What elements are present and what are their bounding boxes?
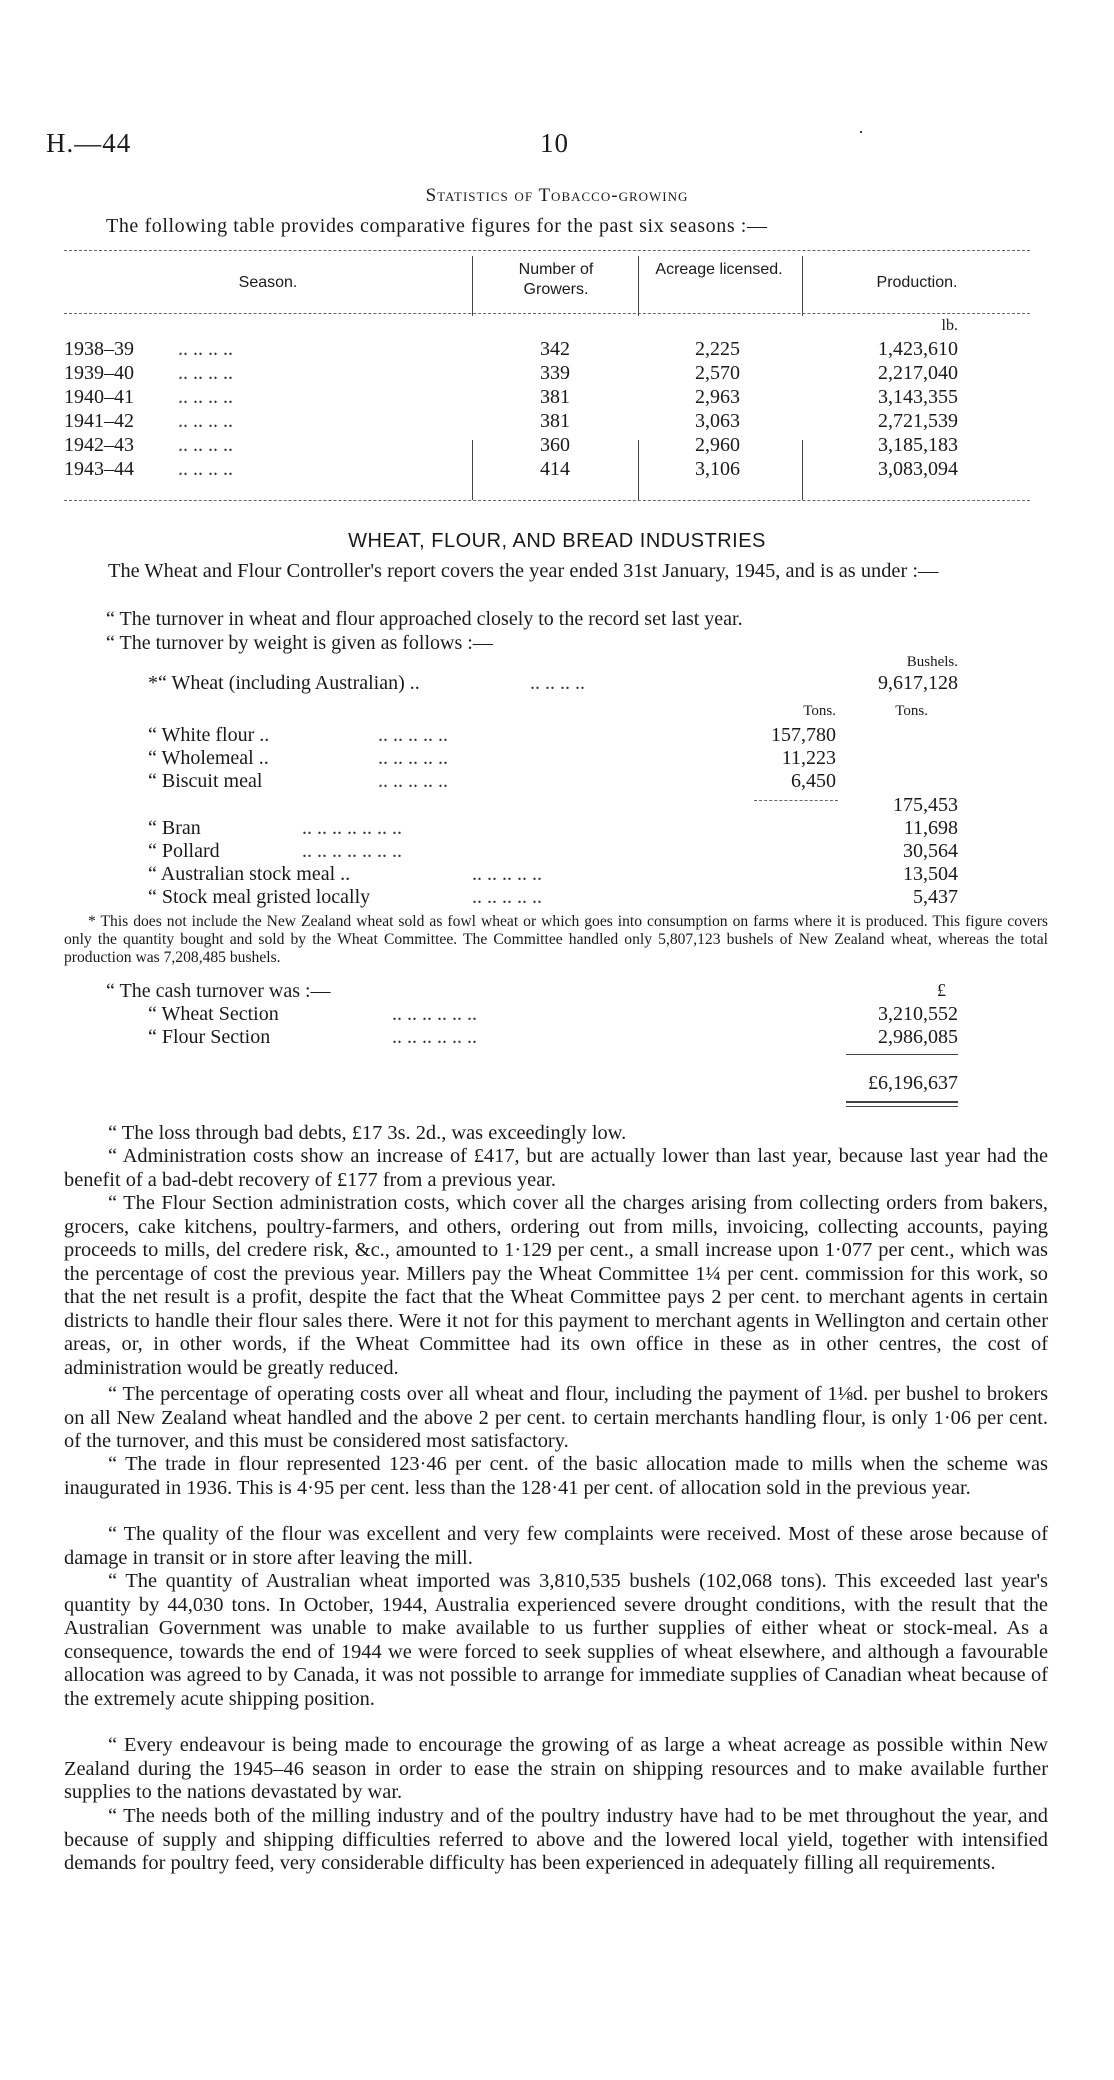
wheat-intro: The Wheat and Flour Controller's report covers the year ended 31st January, 1945, and is as under :—	[108, 560, 939, 582]
production-cell: 2,217,040	[878, 362, 958, 384]
pound-sign: £	[937, 980, 946, 1000]
wheat-quote-1: “ The turnover in wheat and flour approached closely to the record set last year.	[106, 608, 743, 630]
paragraph: “ The percentage of operating costs over all wheat and flour, including the payment of 1⅛d. per bushel to brokers on all New Zealand wheat handled and the above 2 per cent. to certain merchants handling flour, is only 1·06 per cent. of the turnover, and this must be considered most satisfactory.	[64, 1383, 1048, 1452]
season-cell: 1942–43	[64, 434, 134, 456]
cash-item-value: 2,986,085	[878, 1026, 958, 1048]
growers-cell: 414	[540, 458, 570, 480]
season-cell: 1943–44	[64, 458, 134, 480]
page-reference: H.—44	[46, 128, 132, 158]
flour-item-label: “ White flour ..	[148, 724, 270, 746]
cash-total: £6,196,637	[868, 1072, 958, 1094]
acreage-cell: 3,063	[695, 410, 740, 432]
acreage-cell: 2,960	[695, 434, 740, 456]
other-item-label: “ Australian stock meal ..	[148, 863, 351, 885]
growers-cell: 381	[540, 386, 570, 408]
paragraph: “ Administration costs show an increase of £417, but are actually lower than last year, because last year had the benefit of a bad-debt recovery of £177 from a previous year.	[64, 1145, 1048, 1191]
acreage-cell: 2,963	[695, 386, 740, 408]
cash-item-value: 3,210,552	[878, 1003, 958, 1025]
page-mark: ·	[858, 122, 865, 142]
cash-item-label: “ Flour Section	[148, 1026, 271, 1048]
bushels-label: Bushels.	[906, 654, 958, 670]
flour-total: 175,453	[893, 794, 958, 816]
growers-cell: 360	[540, 434, 570, 456]
wheat-quote-2: “ The turnover by weight is given as follows :—	[106, 632, 493, 654]
production-cell: 3,143,355	[878, 386, 958, 408]
other-item-label: “ Pollard	[148, 840, 220, 862]
page-number: 10	[540, 128, 569, 158]
growers-cell: 339	[540, 362, 570, 384]
tons-label-flour: Tons.	[803, 703, 836, 719]
tobacco-intro: The following table provides comparative figures for the past six seasons :—	[106, 215, 768, 237]
footnote: * This does not include the New Zealand wheat sold as fowl wheat or which goes into consumption on farms where it is produced. This figure covers only the quantity bought and sold by the Wheat Committee. The Committee handled only 5,807,123 bushels of New Zealand wheat, whereas the total production was 7,208,485 bushels.	[64, 913, 1048, 966]
col-header-production: Production.	[876, 274, 958, 291]
season-cell: 1940–41	[64, 386, 134, 408]
season-cell: 1941–42	[64, 410, 134, 432]
wheat-item-value: 9,617,128	[878, 672, 958, 694]
flour-item-label: “ Biscuit meal	[148, 770, 263, 792]
cash-label: “ The cash turnover was :—	[106, 980, 331, 1002]
col-header-growers: Number of Growers.	[518, 261, 594, 298]
production-cell: 3,185,183	[878, 434, 958, 456]
cash-item-label: “ Wheat Section	[148, 1003, 279, 1025]
production-cell: 1,423,610	[878, 338, 958, 360]
other-item-label: “ Stock meal gristed locally	[148, 886, 371, 908]
paragraph: “ The quality of the flour was excellent and very few complaints were received. Most of these arose because of damage in transit or in store after leaving the mill.	[64, 1523, 1048, 1569]
col-header-season: Season.	[238, 274, 298, 291]
season-cell: 1938–39	[64, 338, 134, 360]
paragraph: “ The trade in flour represented 123·46 per cent. of the basic allocation made to mills when the scheme was inaugurated in 1936. This is 4·95 per cent. less than the 128·41 per cent. of allocation sold in the previous year.	[64, 1453, 1048, 1499]
acreage-cell: 2,570	[695, 362, 740, 384]
wheat-item-label: *“ Wheat (including Australian) ..	[148, 672, 420, 694]
tons-label-total: Tons.	[895, 703, 928, 719]
wheat-title: WHEAT, FLOUR, AND BREAD INDUSTRIES	[348, 530, 766, 552]
other-item-value: 5,437	[913, 886, 958, 908]
paragraph: “ The needs both of the milling industry and of the poultry industry have had to be met throughout the year, and because of supply and shipping difficulties referred to above and the lowered local yield, together with intensified demands for poultry feed, very considerable difficulty has been experienced in adequately filling all requirements.	[64, 1805, 1048, 1874]
acreage-cell: 3,106	[695, 458, 740, 480]
tobacco-title: Statistics of Tobacco-growing	[425, 185, 689, 206]
growers-cell: 342	[540, 338, 570, 360]
col-header-acreage: Acreage licensed.	[655, 261, 783, 278]
production-cell: 3,083,094	[878, 458, 958, 480]
flour-item-label: “ Wholemeal ..	[148, 747, 269, 769]
other-item-value: 13,504	[903, 863, 958, 885]
other-item-value: 11,698	[903, 817, 958, 839]
other-item-label: “ Bran	[148, 817, 201, 839]
growers-cell: 381	[540, 410, 570, 432]
flour-item-value: 157,780	[771, 724, 836, 746]
paragraph: “ The quantity of Australian wheat imported was 3,810,535 bushels (102,068 tons). This exceeded last year's quantity by 44,030 tons. In October, 1944, Australia experienced severe drought conditions, with the result that the Australian Government was unable to make available to us further supplies of either wheat or stock-meal. As a consequence, towards the end of 1944 we were forced to seek supplies of wheat elsewhere, and although a favourable allocation was agreed to by Canada, it was not possible to arrange for immediate supplies of Canadian wheat because of the extremely acute shipping position.	[64, 1570, 1048, 1710]
other-item-value: 30,564	[903, 840, 958, 862]
paragraph: “ Every endeavour is being made to encourage the growing of as large a wheat acreage as possible within New Zealand during the 1945–46 season in order to ease the strain on shipping resources and to make available further supplies to the nations devastated by war.	[64, 1734, 1048, 1803]
paragraph: “ The Flour Section administration costs, which cover all the charges arising from collecting orders from bakers, grocers, cake kitchens, poultry-farmers, and others, ordering out from mills, invoicing, collecting accounts, paying proceeds to mills, del credere risk, &c., amounted to 1·129 per cent., a small increase upon 1·077 per cent., which was the percentage of cost the previous year. Millers pay the Wheat Committee 1¼ per cent. commission for this work, so that the net result is a profit, despite the fact that the Wheat Committee pays 2 per cent. to merchant agents in certain districts to handle their flour sales there. Were it not for this payment to merchant agents in Wellington and certain other areas, or, in other words, if the Wheat Committee had its own office in these as in other centres, the cost of administration would be greatly reduced.	[64, 1192, 1048, 1379]
paragraph: “ The loss through bad debts, £17 3s. 2d., was exceedingly low.	[108, 1122, 627, 1144]
flour-item-value: 11,223	[781, 747, 836, 769]
production-cell: 2,721,539	[878, 410, 958, 432]
season-cell: 1939–40	[64, 362, 134, 384]
production-unit: lb.	[941, 317, 958, 334]
flour-item-value: 6,450	[791, 770, 836, 792]
acreage-cell: 2,225	[695, 338, 740, 360]
